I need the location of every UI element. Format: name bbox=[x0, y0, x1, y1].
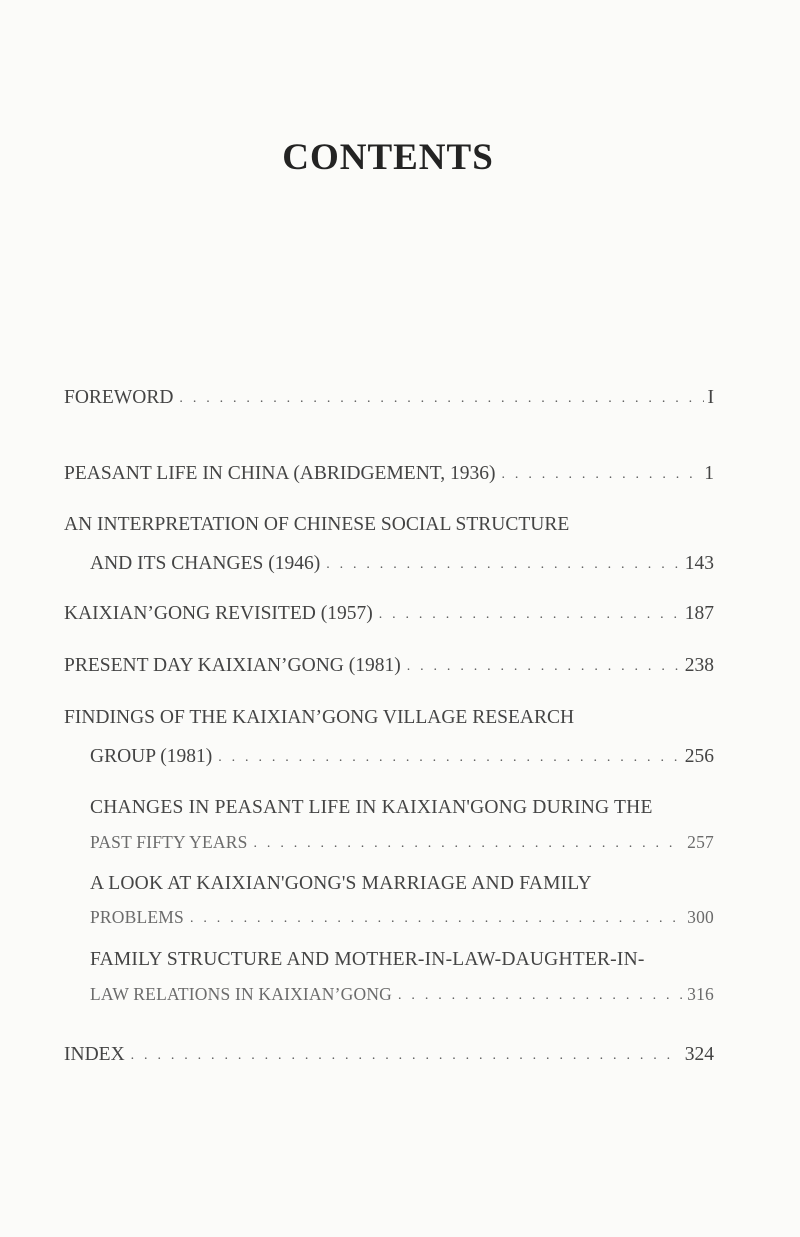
toc-subentry-changes bbox=[90, 830, 714, 857]
toc-entry-findings-line1: FINDINGS OF THE KAIXIAN’GONG VILLAGE RESEARCH bbox=[64, 707, 575, 728]
page-title: CONTENTS bbox=[282, 137, 494, 178]
toc-entry-peasant-life bbox=[64, 462, 714, 488]
dot-leader bbox=[398, 984, 683, 1008]
dot-leader bbox=[379, 603, 681, 627]
toc-entry-title: PROBLEMS bbox=[90, 907, 184, 927]
toc-page-number: 143 bbox=[684, 553, 714, 574]
toc-entry-title: PEASANT LIFE IN CHINA (ABRIDGEMENT, 1936) bbox=[64, 463, 496, 484]
toc-entry-title: LAW RELATIONS IN KAIXIAN’GONG bbox=[90, 984, 393, 1004]
dot-leader bbox=[407, 655, 681, 679]
toc-page-number: 1 bbox=[704, 463, 714, 484]
toc-page-number: 324 bbox=[684, 1044, 714, 1065]
toc-page-number: 257 bbox=[687, 832, 714, 852]
toc-page-number: 238 bbox=[684, 655, 714, 676]
toc-entry-foreword bbox=[64, 386, 714, 412]
dot-leader bbox=[131, 1044, 681, 1068]
toc-entry-present-day bbox=[64, 654, 714, 680]
toc-entry-interpretation bbox=[90, 552, 714, 578]
toc-page-number: 300 bbox=[687, 907, 714, 927]
toc-subentry-marriage-line1: A LOOK AT KAIXIAN'GONG'S MARRIAGE AND FAMILY bbox=[90, 873, 592, 894]
dot-leader bbox=[218, 746, 681, 770]
toc-subentry-changes-line1: CHANGES IN PEASANT LIFE IN KAIXIAN'GONG DURING THE bbox=[90, 797, 653, 818]
toc-entry-title: PRESENT DAY KAIXIAN’GONG (1981) bbox=[64, 655, 401, 676]
toc-page-number: I bbox=[707, 387, 714, 408]
toc-page-number: 316 bbox=[687, 984, 714, 1004]
dot-leader bbox=[254, 832, 684, 856]
toc-page-number: 256 bbox=[684, 746, 714, 767]
toc-subentry-family-line1: FAMILY STRUCTURE AND MOTHER-IN-LAW-DAUGHTER-IN- bbox=[90, 949, 645, 970]
toc-entry-title: INDEX bbox=[64, 1044, 125, 1065]
toc-entry-title: AND ITS CHANGES (1946) bbox=[90, 553, 321, 574]
toc-entry-title: FOREWORD bbox=[64, 387, 174, 408]
toc-entry-title: KAIXIAN’GONG REVISITED (1957) bbox=[64, 603, 373, 624]
toc-entry-interpretation-line1: AN INTERPRETATION OF CHINESE SOCIAL STRUCTURE bbox=[64, 514, 570, 535]
toc-subentry-marriage bbox=[90, 905, 714, 932]
toc-entry-revisited bbox=[64, 602, 714, 628]
toc-entry-findings bbox=[90, 745, 714, 771]
toc-subentry-family bbox=[90, 982, 714, 1009]
dot-leader bbox=[190, 907, 683, 931]
dot-leader bbox=[179, 387, 703, 411]
toc-entry-title: GROUP (1981) bbox=[90, 746, 213, 767]
toc-entry-index bbox=[64, 1043, 714, 1069]
dot-leader bbox=[326, 553, 681, 577]
toc-entry-title: PAST FIFTY YEARS bbox=[90, 832, 248, 852]
dot-leader bbox=[502, 463, 701, 487]
toc-page-number: 187 bbox=[684, 603, 714, 624]
